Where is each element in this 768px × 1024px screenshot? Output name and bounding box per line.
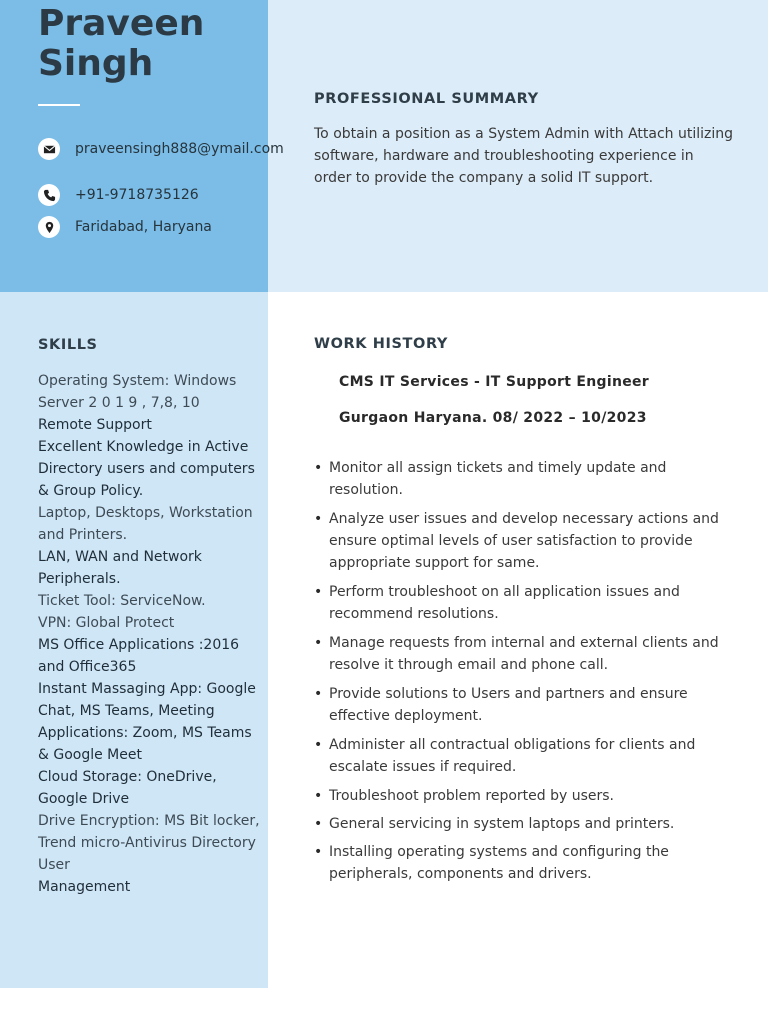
envelope-icon	[38, 138, 60, 160]
job-company-title: CMS IT Services - IT Support Engineer	[339, 374, 650, 390]
skill-item: LAN, WAN and Network Peripherals.	[38, 549, 202, 587]
duty-item: • Perform troubleshoot on all application issues and recommend resolutions.	[314, 581, 734, 625]
skill-item: Cloud Storage: OneDrive, Google Drive	[38, 769, 217, 807]
duty-item: • General servicing in system laptops and printers.	[314, 813, 734, 835]
phone-icon	[38, 184, 60, 206]
skill-item: Excellent Knowledge in Active Directory users and computers & Group Policy.	[38, 439, 255, 499]
email-text[interactable]: praveensingh888@ymail.com	[75, 141, 284, 157]
location-text: Faridabad, Haryana	[75, 219, 212, 235]
last-name: Singh	[38, 43, 154, 84]
candidate-name	[38, 4, 204, 84]
work-history-heading: WORK HISTORY	[314, 336, 449, 352]
duties-list	[314, 457, 734, 892]
duty-item: • Manage requests from internal and external clients and resolve it through email and phone call.	[314, 632, 734, 676]
summary-text: To obtain a position as a System Admin with Attach utilizing software, hardware and troubleshooting experience in order to provide the company a solid IT support.	[314, 126, 734, 186]
summary-heading: PROFESSIONAL SUMMARY	[314, 91, 539, 107]
first-name: Praveen	[38, 3, 205, 44]
skill-item: Management	[38, 879, 131, 895]
skill-item: Operating System: Windows Server 2 0 1 9 , 7,8, 10	[38, 373, 237, 411]
contact-phone	[38, 184, 199, 206]
contact-email	[38, 138, 284, 160]
contact-location	[38, 216, 212, 238]
skill-item: Instant Massaging App: Google Chat, MS Teams, Meeting Applications: Zoom, MS Teams & Google Meet	[38, 681, 256, 763]
skill-item: Drive Encryption: MS Bit locker, Trend micro-Antivirus Directory User	[38, 813, 260, 873]
duty-item: • Installing operating systems and configuring the peripherals, components and drivers.	[314, 841, 734, 885]
duty-item: • Troubleshoot problem reported by users.	[314, 785, 734, 807]
duty-item: • Administer all contractual obligations for clients and escalate issues if required.	[314, 734, 734, 778]
map-pin-icon	[38, 216, 60, 238]
skills-list	[38, 370, 260, 898]
phone-text[interactable]: +91-9718735126	[75, 187, 199, 203]
name-divider	[38, 104, 80, 106]
duty-item: • Provide solutions to Users and partners and ensure effective deployment.	[314, 683, 734, 727]
job-location-dates: Gurgaon Haryana. 08/ 2022 – 10/2023	[339, 410, 647, 426]
skill-item: Ticket Tool: ServiceNow.	[38, 593, 206, 609]
duty-item: • Analyze user issues and develop necessary actions and ensure optimal levels of user satisfaction to provide appropriate support for same.	[314, 508, 734, 574]
skill-item: MS Office Applications :2016 and Office365	[38, 637, 240, 675]
skill-item: Laptop, Desktops, Workstation and Printers.	[38, 505, 253, 543]
duty-item: • Monitor all assign tickets and timely update and resolution.	[314, 457, 734, 501]
skill-item: Remote Support	[38, 417, 152, 433]
skills-heading: SKILLS	[38, 337, 98, 353]
skill-item: VPN: Global Protect	[38, 615, 175, 631]
